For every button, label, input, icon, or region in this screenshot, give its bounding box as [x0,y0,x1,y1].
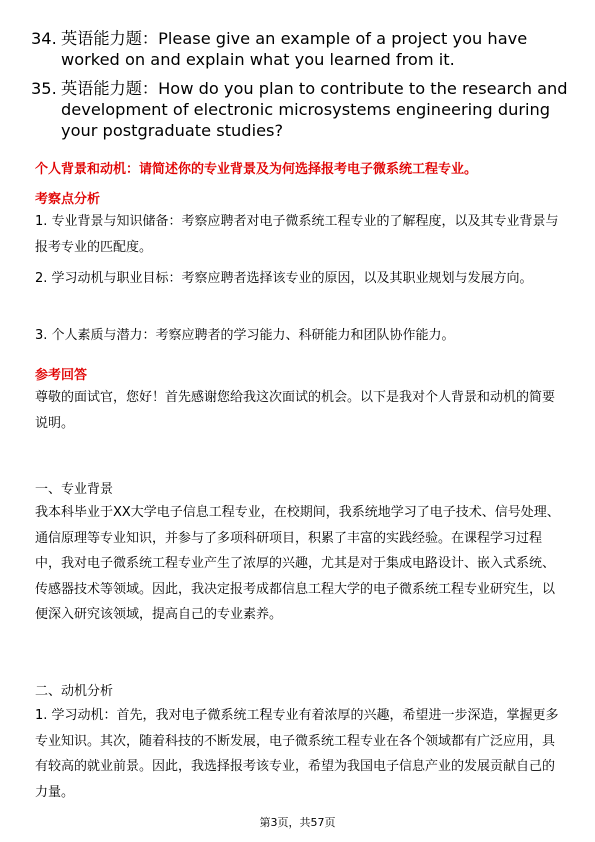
question-35 [31,78,571,141]
page-number: 第3页，共57页 [259,816,336,829]
question-34 [31,28,571,70]
analysis-item-3: 3. 个人素质与潜力：考察应聘者的学习能力、科研能力和团队协作能力。 [35,328,455,343]
part2-heading: 二、动机分析 [35,684,114,699]
part1-text: 我本科毕业于XX大学电子信息工程专业，在校期间，我系统地学习了电子技术、信号处理、通信原理等专业知识，并参与了多项科研项目，积累了丰富的实践经验。在课程学习过程中，我对电子微系统工程专业产生了浓厚的兴趣，尤其是对于集成电路设计、嵌入式系统、传感器技术等领域。因此，我决定报考成都信息工程大学的电子微系统工程专业研究生，以便深入研究该领域，提高自己的专业素养。 [35,505,560,622]
part2-text: 1. 学习动机：首先，我对电子微系统工程专业有着浓厚的兴趣，希望进一步深造，掌握更多专业知识。其次，随着科技的不断发展，电子微系统工程专业在各个领域都有广泛应用，具有较高的就业前景。因此，我选择报考该专业，希望为我国电子信息产业的发展贡献自己的力量。 [35,708,559,800]
question-text: 英语能力题：How do you plan to contribute to the research and development of electronic microsystems engineering during your postgraduate studies? [61,79,568,140]
answer-intro: 尊敬的面试官，您好！首先感谢您给我这次面试的机会。以下是我对个人背景和动机的简要说明。 [35,390,556,431]
question-number: 35. [31,79,57,98]
question-number: 34. [31,29,57,48]
analysis-item-2: 2. 学习动机与职业目标：考察应聘者选择该专业的原因，以及其职业规划与发展方向。 [35,271,533,286]
question-text: 英语能力题：Please give an example of a project you have worked on and explain what you learned from it. [61,29,528,69]
part1-heading: 一、专业背景 [35,482,114,497]
analysis-heading: 考察点分析 [35,192,101,207]
section-title: 个人背景和动机：请简述你的专业背景及为何选择报考电子微系统工程专业。 [35,162,478,177]
analysis-item-1: 1. 专业背景与知识储备：考察应聘者对电子微系统工程专业的了解程度，以及其专业背景与报考专业的匹配度。 [35,214,559,255]
answer-heading: 参考回答 [35,368,88,383]
